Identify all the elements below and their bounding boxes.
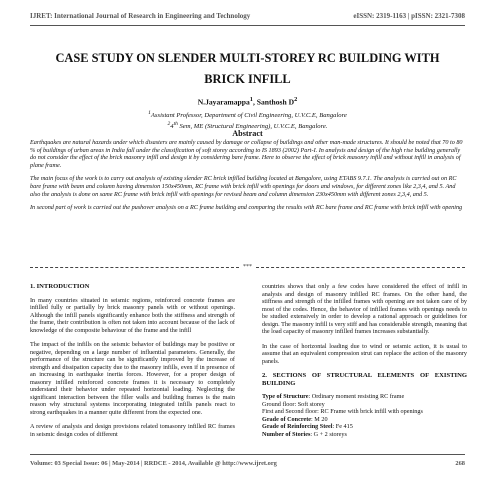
detail-value: First and Second floor: RC Frame with brick infill with openings xyxy=(262,408,423,415)
right-column xyxy=(262,283,467,438)
separator-dash-left xyxy=(30,267,239,268)
detail-concrete-grade xyxy=(262,416,467,424)
detail-steel-grade xyxy=(262,423,467,431)
affiliation-1 xyxy=(40,109,455,120)
body-paragraph: A review of analysis and design provisions related tomasonry infilled RC frames in seismic design codes of different xyxy=(30,423,235,438)
detail-label: Number of Stories xyxy=(262,430,311,438)
detail-label: Grade of Concrete xyxy=(262,415,312,423)
abstract-paragraph: The main focus of the work is to carry out analysis of existing slender RC brick infilled building located at Bangalore, using ETABS 9.7.1. The analysis is carried out on RC bare frame with beam and column having dimension 150x450mm, RC frame with brick infill with openings for doors and windows, for different zones like 2,3,4, and 5. And also the analysis is done on same RC frame with brick infill with openings for revised beam and column dimension 230x450mm with different zones 2,3,4, and 5. xyxy=(30,175,457,198)
page-number: 268 xyxy=(455,460,465,467)
title-line-1: CASE STUDY ON SLENDER MULTI-STOREY RC BUILDING WITH xyxy=(55,51,440,65)
journal-name: IJRET: International Journal of Research in Engineering and Technology xyxy=(30,12,251,20)
separator-dash-right xyxy=(256,267,465,268)
author-separator: , xyxy=(252,97,257,107)
affiliation-2-ordinal: th xyxy=(173,121,178,128)
detail-value: : G + 2 storeys xyxy=(310,430,347,438)
page-footer xyxy=(30,460,465,467)
affiliation-2-semester: 4 xyxy=(170,123,174,131)
author-1: N.Jayaramappa xyxy=(197,97,250,107)
detail-value: : Fe 415 xyxy=(332,423,353,430)
detail-value: : Ordinary moment resisting RC frame xyxy=(308,393,405,400)
body-paragraph: The impact of the infills on the seismic behavior of buildings may be positive or negative, depending on a large number of influential parameters. Generally, the performance of the structure can be significantly improved by the increase of strength and dissipation capacity due to the masonry infills, even if in presence of an increasing in earthquake inertia forces. However, for a proper design of masonry infilled reinforced concrete frames it is necessary to completely understand their behavior under repeated horizontal loading. Neglecting the significant interaction between the filler walls and building frames is the main reason why structural systems incorporating integrated infills panels react to strong earthquakes in a manner quite different from the expected one. xyxy=(30,341,235,416)
detail-structure-type xyxy=(262,393,467,401)
author-2: Santhosh D xyxy=(256,97,295,107)
affiliation-1-mark: 1 xyxy=(148,110,151,116)
body-paragraph: countries shows that only a few codes have considered the effect of infill in analysis and design of masonry infilled RC frames. On the other hand, the stiffness and strength of the infilled frames with opening are not taken care of by most of the codes. Hence, the behavior of infilled frames with openings needs to be studied extensively in order to develop a rational approach or guidelines for design. The masonry infill is very stiff and has considerable strength, meaning that the load capacity of masonry infilled frames increases substantially. xyxy=(262,283,467,335)
abstract-heading: Abstract xyxy=(232,129,263,138)
abstract-paragraph: Earthquakes are natural hazards under which disasters are mainly caused by damage or collapse of buildings and other man-made structures. It should be noted that 70 to 80 % of buildings of urban areas in India fall under the classification of soft storey according to IS 1893 (2002) Part-I. In analysis and design of the high rise building generally do not consider the effect of the brick masonry infill and design it by considering bare frame. Here to observe the effect of brick masonry infill and without infill in analysis of plane frame. xyxy=(30,139,463,169)
abstract-body xyxy=(30,139,465,218)
header-rule xyxy=(30,25,465,26)
detail-value: Ground floor: Soft storey xyxy=(262,400,325,408)
detail-stories xyxy=(262,431,467,439)
title-line-2: BRICK INFILL xyxy=(204,72,291,86)
body-paragraph: In many countries situated in seismic regions, reinforced concrete frames are infilled fully or partially by brick masonry panels with or without openings. Although the infill panels significantly enhance both the stiffness and strength of the frame, their contribution is often not taken into account because of the lack of knowledge of the composite behaviour of the frame and the infill xyxy=(30,296,235,334)
detail-ground-floor xyxy=(262,401,467,409)
footer-citation: Volume: 03 Special Issue: 06 | May-2014 | RRDCE - 2014, Available @ http://www.ijret.org xyxy=(30,460,277,467)
author-1-mark: 1 xyxy=(249,96,253,103)
author-2-mark: 2 xyxy=(294,96,298,103)
abstract-paragraph: In second part of work is carried out the pushover analysis on a RC frame building and comparing the results with RC bare frame and RC frame with brick infill with opening xyxy=(30,204,463,212)
affiliation-1-text: Assistant Professor, Department of Civil Engineering, U.V.C.E, Bangalore xyxy=(150,112,347,120)
introduction-heading: 1. INTRODUCTION xyxy=(30,283,90,290)
section-separator xyxy=(30,264,465,270)
separator-stars: *** xyxy=(243,264,252,270)
detail-value: : M 20 xyxy=(311,415,328,423)
detail-label: Grade of Reinforcing Steel xyxy=(262,423,333,430)
journal-header xyxy=(30,12,465,20)
footer-rule xyxy=(30,454,465,455)
body-paragraph: In the case of horizontal loading due to wind or seismic action, it is usual to assume that an equivalent compression strut can replace the action of the masonry panels. xyxy=(262,342,467,365)
detail-upper-floors xyxy=(262,408,467,416)
author-list xyxy=(40,96,455,107)
sections-heading: 2. SECTIONS OF STRUCTURAL ELEMENTS OF EXISTING BUILDING xyxy=(262,372,467,387)
paper-title xyxy=(40,48,455,90)
affiliation-2-text: Sem, ME (Structural Engineering), U.V.C.E, Bangalore. xyxy=(177,123,328,131)
detail-label: Type of Structure xyxy=(262,393,309,400)
left-column xyxy=(30,283,235,445)
affiliation-2-mark: 2 xyxy=(167,121,171,128)
journal-issn: eISSN: 2319-1163 | pISSN: 2321-7308 xyxy=(353,12,465,20)
